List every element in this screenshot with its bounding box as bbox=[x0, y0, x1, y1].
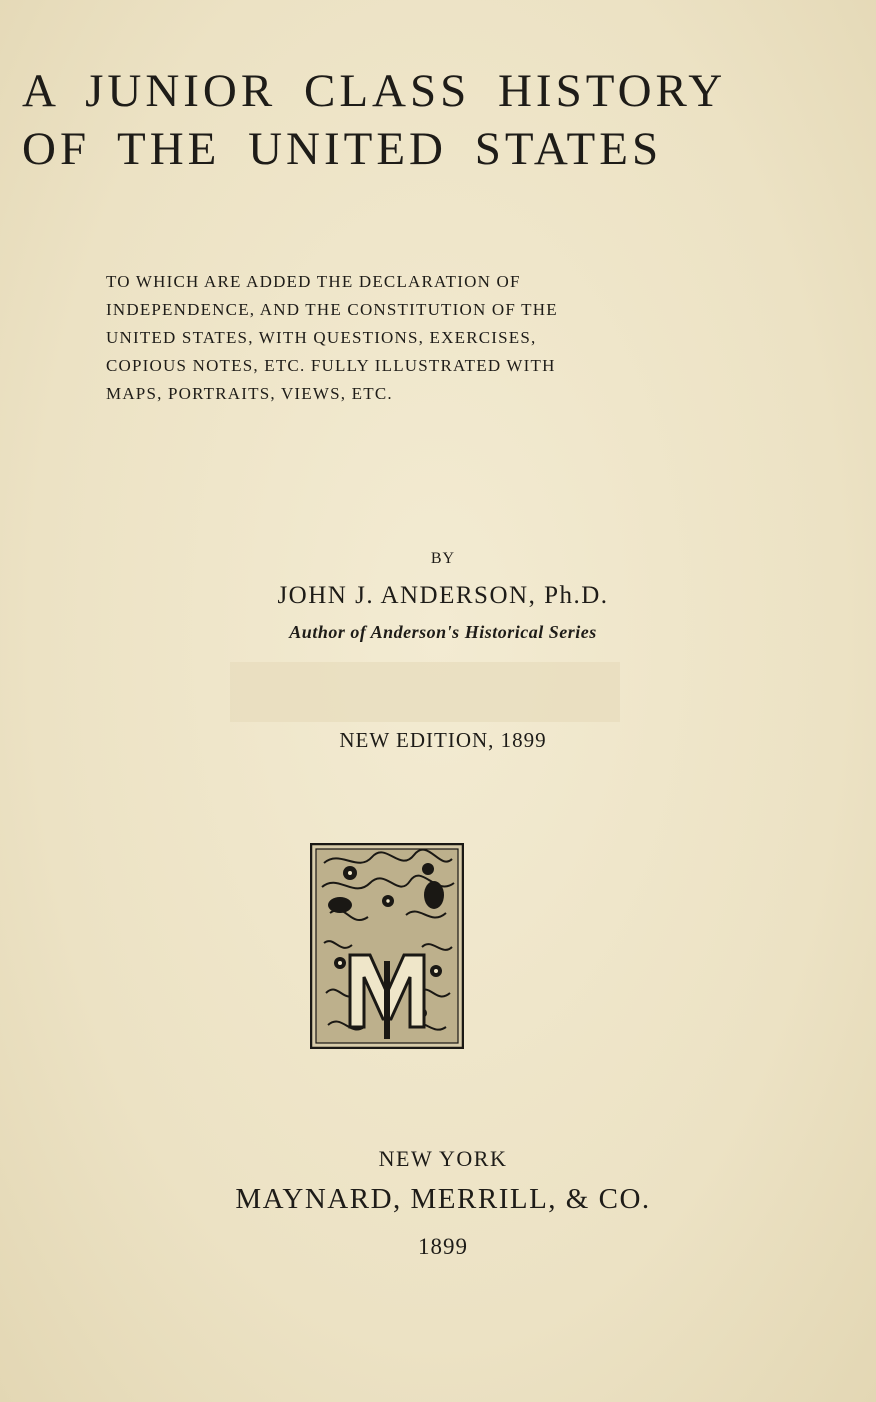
publisher-city: NEW YORK bbox=[378, 1146, 508, 1171]
subtitle-line-3: UNITED STATES, WITH QUESTIONS, EXERCISES, bbox=[106, 328, 537, 347]
title-line-1: A JUNIOR CLASS HISTORY bbox=[22, 65, 727, 117]
publisher-monogram-emblem bbox=[310, 843, 464, 1049]
paper-patch bbox=[230, 662, 620, 722]
author-name: JOHN J. ANDERSON, Ph.D. bbox=[277, 582, 609, 609]
author-credit: Author of Anderson's Historical Series bbox=[289, 622, 597, 642]
book-subtitle bbox=[106, 268, 672, 408]
subtitle-line-1: TO WHICH ARE ADDED THE DECLARATION OF bbox=[106, 272, 521, 291]
publisher-emblem-icon bbox=[310, 843, 464, 1049]
book-title bbox=[22, 62, 782, 178]
subtitle-line-4: COPIOUS NOTES, ETC. FULLY ILLUSTRATED WITH bbox=[106, 356, 556, 375]
subtitle-line-2: INDEPENDENCE, AND THE CONSTITUTION OF THE bbox=[106, 300, 558, 319]
title-line-2: OF THE UNITED STATES bbox=[22, 123, 663, 175]
subtitle-line-5: MAPS, PORTRAITS, VIEWS, ETC. bbox=[106, 384, 393, 403]
publication-year: 1899 bbox=[418, 1234, 468, 1259]
by-line: BY bbox=[430, 550, 456, 567]
publisher-name: MAYNARD, MERRILL, & CO. bbox=[235, 1183, 651, 1215]
edition-line: NEW EDITION, 1899 bbox=[339, 728, 547, 752]
